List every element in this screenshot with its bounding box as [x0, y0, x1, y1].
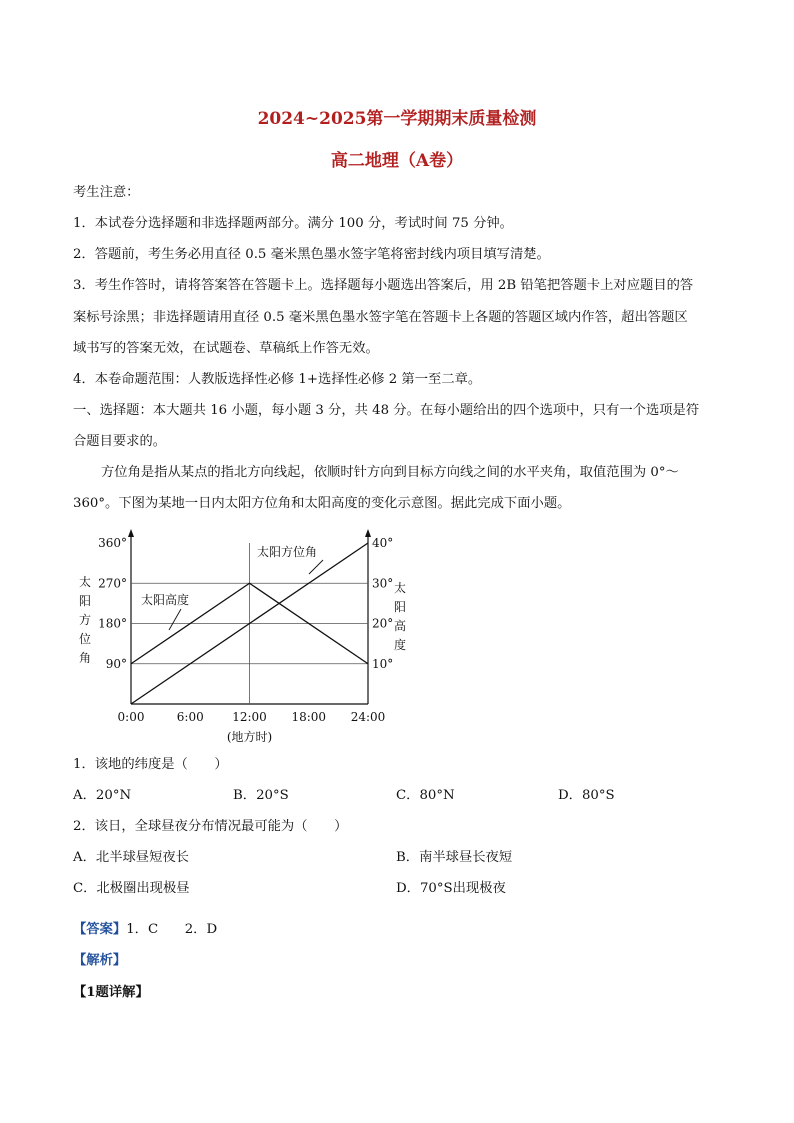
right-tick-label: 10° — [372, 656, 394, 671]
right-tick-label: 20° — [372, 616, 394, 631]
question-1-option-b[interactable]: B．20°S — [233, 788, 289, 803]
left-tick-label: 180° — [98, 616, 127, 631]
annotation-altitude-leader — [169, 609, 181, 630]
left-tick-label: 270° — [98, 576, 127, 591]
right-axis-label-char: 度 — [393, 638, 407, 652]
annotation-azimuth-leader — [309, 560, 323, 574]
annotation-azimuth: 太阳方位角 — [257, 545, 318, 559]
section-instructions-cont: 合题目要求的。 — [73, 434, 167, 449]
question-2-option-d[interactable]: D．70°S出现极夜 — [396, 881, 506, 896]
x-tick-label: 18:00 — [291, 710, 327, 724]
notice-item-4: 4．本卷命题范围：人教版选择性必修 1+选择性必修 2 第一至二章。 — [73, 372, 482, 387]
sun-chart — [73, 528, 407, 748]
x-tick-label: 6:00 — [176, 710, 204, 724]
left-axis-label-char: 太 — [78, 575, 92, 589]
notice-item-3: 3．考生作答时，请将答案答在答题卡上。选择题每小题选出答案后，用 2B 铅笔把答题卡上对应题目的答 — [73, 278, 694, 293]
left-tick-label: 90° — [105, 656, 127, 671]
question-2-stem: 2．该日，全球昼夜分布情况最可能为（ ） — [73, 819, 348, 834]
x-tick-label: 24:00 — [350, 710, 386, 724]
right-tick-label: 30° — [372, 576, 394, 591]
x-tick-label: 0:00 — [117, 710, 145, 724]
right-axis-label-char: 高 — [393, 619, 407, 633]
question-1-option-c[interactable]: C．80°N — [396, 788, 455, 803]
section-instructions: 一、选择题：本大题共 16 小题，每小题 3 分，共 48 分。在每小题给出的四个选项中，只有一个选项是符 — [73, 403, 700, 418]
notice-heading: 考生注意： — [73, 185, 140, 200]
left-axis-arrow — [128, 529, 134, 537]
left-axis-label-char: 角 — [78, 651, 92, 665]
question-1-stem: 1．该地的纬度是（ ） — [73, 757, 228, 772]
question-2-option-b[interactable]: B．南半球昼长夜短 — [396, 850, 513, 865]
right-axis-arrow — [365, 529, 371, 537]
answer-label: 【答案】 — [73, 922, 127, 937]
question-1-option-a[interactable]: A．20°N — [73, 788, 132, 803]
answer-text: 1．C 2．D — [126, 922, 218, 937]
right-tick-label: 40° — [372, 536, 394, 550]
left-tick-label: 360° — [98, 536, 127, 550]
notice-item-3-cont2: 域书写的答案无效，在试题卷、草稿纸上作答无效。 — [73, 341, 379, 356]
question-2-option-c[interactable]: C．北极圈出现极昼 — [73, 881, 190, 896]
notice-item-1: 1．本试卷分选择题和非选择题两部分。满分 100 分，考试时间 75 分钟。 — [73, 216, 513, 231]
detail-label: 【1题详解】 — [73, 985, 149, 1000]
question-1-option-d[interactable]: D．80°S — [558, 788, 615, 803]
question-2-option-a[interactable]: A．北半球昼短夜长 — [73, 850, 189, 865]
exam-subtitle: 高二地理（A卷） — [330, 151, 464, 171]
left-axis-label-char: 位 — [78, 632, 92, 646]
notice-item-2: 2．答题前，考生务必用直径 0.5 毫米黑色墨水签字笔将密封线内项目填写清楚。 — [73, 247, 550, 262]
left-axis-label-char: 方 — [78, 613, 92, 627]
left-axis-label-char: 阳 — [78, 594, 92, 608]
notice-item-3-cont: 案标号涂黑；非选择题请用直径 0.5 毫米黑色墨水签字笔在答题卡上各题的答题区域内作答，超出答题区 — [73, 310, 688, 325]
answer-row — [73, 921, 721, 939]
annotation-altitude: 太阳高度 — [141, 593, 190, 607]
passage-line-1: 方位角是指从某点的指北方向线起，依顺时针方向到目标方向线之间的水平夹角，取值范围为 0°～ — [101, 465, 679, 480]
right-axis-label-char: 阳 — [393, 600, 407, 614]
exam-title: 2024~2025第一学期期末质量检测 — [257, 109, 537, 129]
right-axis-label-char: 太 — [393, 581, 407, 595]
x-tick-label: 12:00 — [232, 710, 267, 724]
analysis-label: 【解析】 — [73, 953, 127, 968]
x-axis-label: (地方时) — [226, 730, 273, 744]
passage-line-2: 360°。下图为某地一日内太阳方位角和太阳高度的变化示意图。据此完成下面小题。 — [73, 496, 571, 511]
